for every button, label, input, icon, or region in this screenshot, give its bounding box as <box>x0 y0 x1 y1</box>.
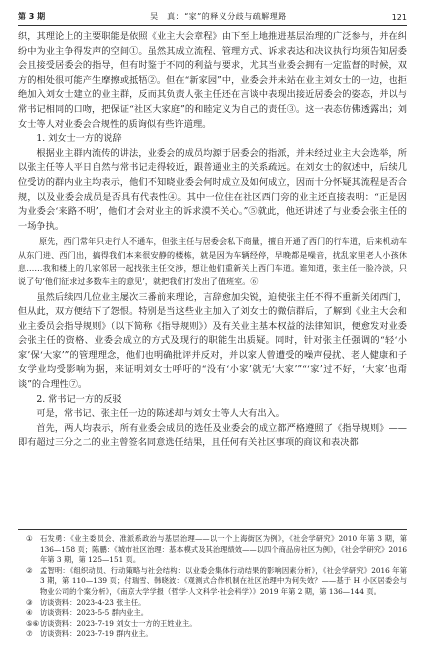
body-paragraph: 首先，两人均表示，所有业委会成员的选任及业委会的成立都严格遵照了《指导规则》——即有超过三分之二的业主曾签名同意选任结果，且任何有关社区事项的商议和表决都 <box>18 422 407 449</box>
footnote <box>18 534 407 566</box>
body-paragraph: 可是，常书记、张主任一边的陈述却与刘女士等人大有出入。 <box>36 408 285 420</box>
block-quote: 原先，西门常年只走行人不通车，但张主任与居委会私下商量，擅自开通了西门的行车道，后来机动车从东门进、西门出，搞得我们本来很安静的楼栋，就是因为车辆经停，早晚都是噪音，扰乱家里老人小孩休息……我和楼上的几家邻居一起找张主任交涉，想让他们重新关上西门车道。谁知道，张主任一脸冷淡，只说了句‘他们征求过多数车主的意见’，就把我们打发出了值班室。⑥ <box>18 236 407 287</box>
running-title: 吴 真：“家”的释义分歧与疏解理路 <box>150 12 287 21</box>
footnote-text: 访谈资料：2023-7-19 刘女士一方的王姓业主。 <box>40 618 197 628</box>
footnote-mark: ⑦ <box>26 629 33 639</box>
body-paragraph: 织，其理论上的主要职能是依照《业主大会章程》由下至上地推进基层治理的广泛参与，并在纠纷中为业主争得发声的空间①。虽然其成立流程、管理方式、诉求表达和决议执行均须告知居委会且接受居委会的指导，但有时鉴于不同的利益与要求，尤其当业委会拥有一定监督的时候，双方的相处很可能产生摩擦或抵牾②。但在“新家园”中，业委会并未站在业主刘女士的一边，也拒绝加入刘女士建立的业主群，反而其负责人张主任还在言谈中表现出接近居委会的姿态，并以与常书记相同的口吻，把保证“社区大家庭”的和睦定义为自己的责任③。这一表态仿佛透露出；刘女士等人对业委会合规性的质询似有些许道理。 <box>18 31 407 130</box>
footnote <box>18 566 407 598</box>
footnote <box>18 598 407 609</box>
footnote <box>18 629 407 640</box>
footnote-mark: ⑤⑥ <box>26 618 40 628</box>
footnote <box>18 619 407 630</box>
footnote-mark: ③ <box>26 597 33 607</box>
footnote <box>18 608 407 619</box>
footnote-mark: ② <box>26 565 33 575</box>
issue-label: 第 3 期 <box>18 12 46 21</box>
running-header <box>18 0 407 26</box>
footnote-mark: ④ <box>26 608 33 618</box>
section-heading: 2. 常书记一方的反驳 <box>36 393 122 405</box>
footnote-text: 孟智明：《组织动员、行动策略与社会结构：以业委会集体行动结果的影响因素分析》，《社会学研究》2016 年第 3 期，第 110—139 页；付瑞雪、韩晓波：《观测式合作机制在社区治理中为何失效？——基于 H 小区居委会与物业公司的个案分析》，《南京大学学报（哲学·人文科学·社会科学）》2019 年第 2 期，第 136—144 页。 <box>40 565 407 596</box>
footnote-text: 石发勇：《业主委员会、准派系政治与基层治理——以一个上海街区为例》，《社会学研究》2010 年第 3 期，第 136—158 页；陈鹏：《城市社区治理：基本模式及其治理绩效——以四个商品房社区为例》，《社会学研究》2016 年第 3 期，第 125—151 页。 <box>40 534 407 565</box>
footnote-text: 访谈资料：2023-7-19 群内业主。 <box>40 629 153 639</box>
body-paragraph: 虽然后续四几位业主屡次三番前来理论，言辞愈加尖锐，迫使张主任不得不重新关闭西门，但从此，双方便结下了怨恨。特别是当这些业主加入了刘女士的微信群后，了解到《业主大会和业主委员会指导规则》（以下简称《指导规则》）及有关业主基本权益的法律知识，便愈发对业委会张主任的资格、业委会成立的方式及现行的职能生出质疑。同时，针对张主任强调的“轻‘小家’保‘大家’”的管理理念，他们也明确批评并反对，并以家人曾遭受的噪声侵扰、老人健康和子女学业均受影响为据，来证明刘女士呼吁的“没有‘小家’就无‘大家’”“‘家’过不好，‘大家’也甭谈”的合理性⑦。 <box>18 291 407 391</box>
body-paragraph: 根据业主群内流传的讲法，业委会的成员均源于居委会的指派，并未经过业主大会选举，所以张主任等人平日自然与常书记走得较近，跟普通业主的关系疏远。在刘女士的叙述中，后续几位受访的群内业主均表示，他们不知晓业委会何时成立及如何成立，因而十分怀疑其流程是否合规，以及业委会成员是否具有代表性④。其中一位住在社区西门旁的业主还直接表明：“正是因为业委会‘来路不明’，他们才会对业主的诉求漠不关心。”⑤就此，他还讲述了与业委会张主任的一场争执。 <box>18 147 407 232</box>
footnote-mark: ① <box>26 534 33 543</box>
footnote-text: 访谈资料：2023-5-5 群内业主。 <box>40 608 149 618</box>
section-heading: 1. 刘女士一方的说辞 <box>36 133 122 145</box>
footnotes <box>18 529 407 640</box>
page-number: 121 <box>391 13 407 22</box>
footnote-text: 访谈资料：2023-4-23 张主任。 <box>40 597 146 607</box>
article-body <box>18 26 407 451</box>
